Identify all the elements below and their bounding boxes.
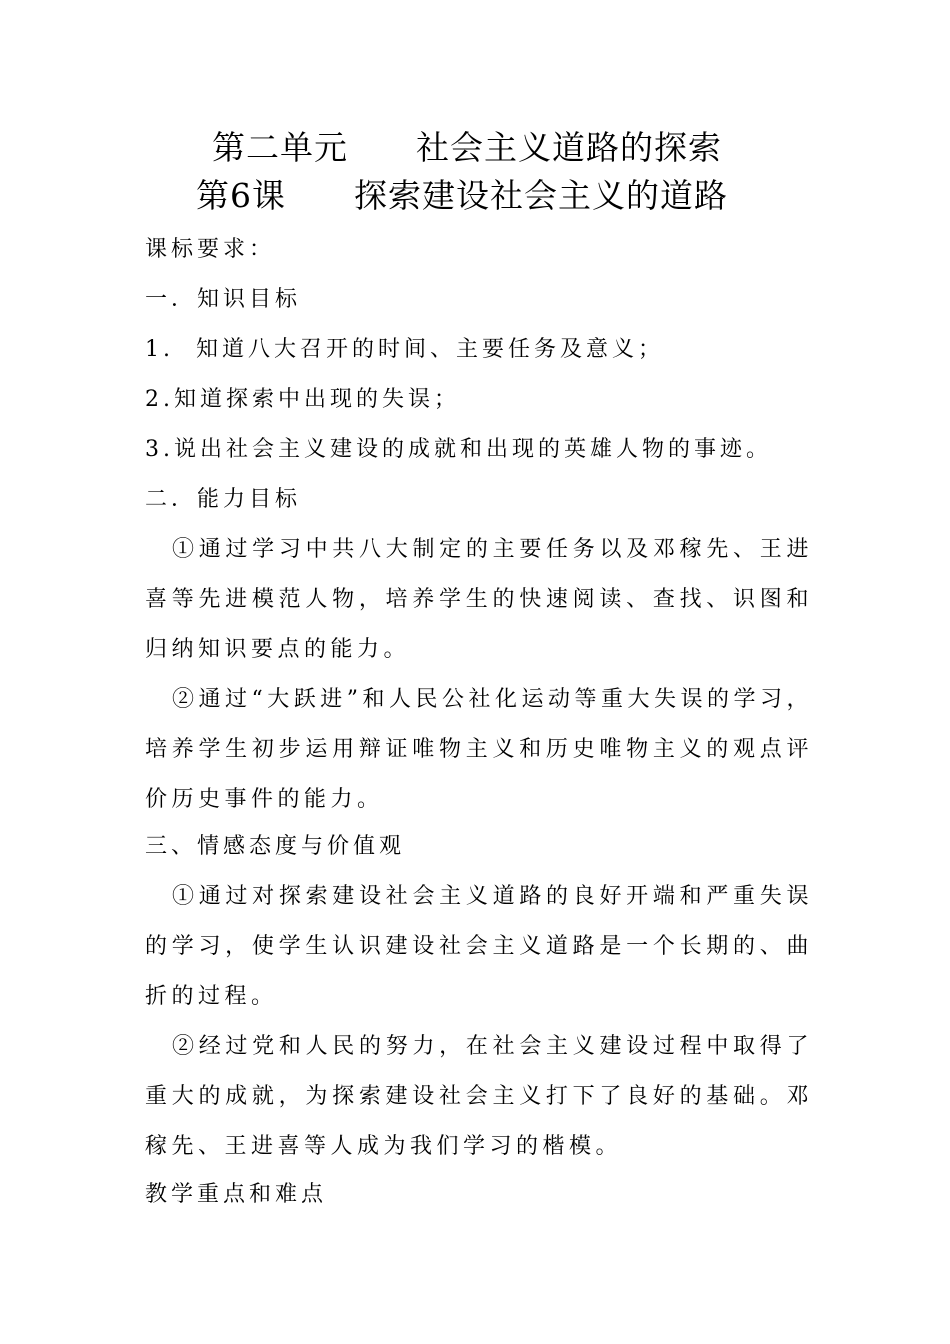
key-points-heading: 教学重点和难点	[145, 1182, 328, 1207]
curriculum-requirements-heading: 课标要求：	[145, 237, 276, 262]
knowledge-goal-item: 1. 知道八大召开的时间、主要任务及意义；	[145, 337, 664, 362]
ability-goal-paragraph: ②通过“大跃进”和人民公社化运动等重大失误的学习，培养学生初步运用辩证唯物主义和历史唯物主义的观点评价历史事件的能力。	[145, 687, 813, 812]
unit-title: 第二单元 社会主义道路的探索	[212, 128, 722, 167]
lesson-title: 第6课 探索建设社会主义的道路	[196, 176, 728, 215]
ability-goals-heading: 二．能力目标	[145, 487, 302, 512]
values-goal-paragraph: ①通过对探索建设社会主义道路的良好开端和严重失误的学习，使学生认识建设社会主义道路是一个长期的、曲折的过程。	[145, 884, 813, 1009]
values-goal-paragraph: ②经过党和人民的努力，在社会主义建设过程中取得了重大的成就，为探索建设社会主义打下了良好的基础。邓稼先、王进喜等人成为我们学习的楷模。	[145, 1034, 813, 1159]
knowledge-goal-item: 3.说出社会主义建设的成就和出现的英雄人物的事迹。	[145, 437, 772, 462]
knowledge-goal-item: 2.知道探索中出现的失误；	[145, 387, 460, 412]
ability-goal-paragraph: ①通过学习中共八大制定的主要任务以及邓稼先、王进喜等先进模范人物，培养学生的快速阅读、查找、识图和归纳知识要点的能力。	[145, 537, 813, 662]
knowledge-goals-heading: 一．知识目标	[145, 287, 302, 312]
values-goals-heading: 三、情感态度与价值观	[145, 834, 406, 859]
